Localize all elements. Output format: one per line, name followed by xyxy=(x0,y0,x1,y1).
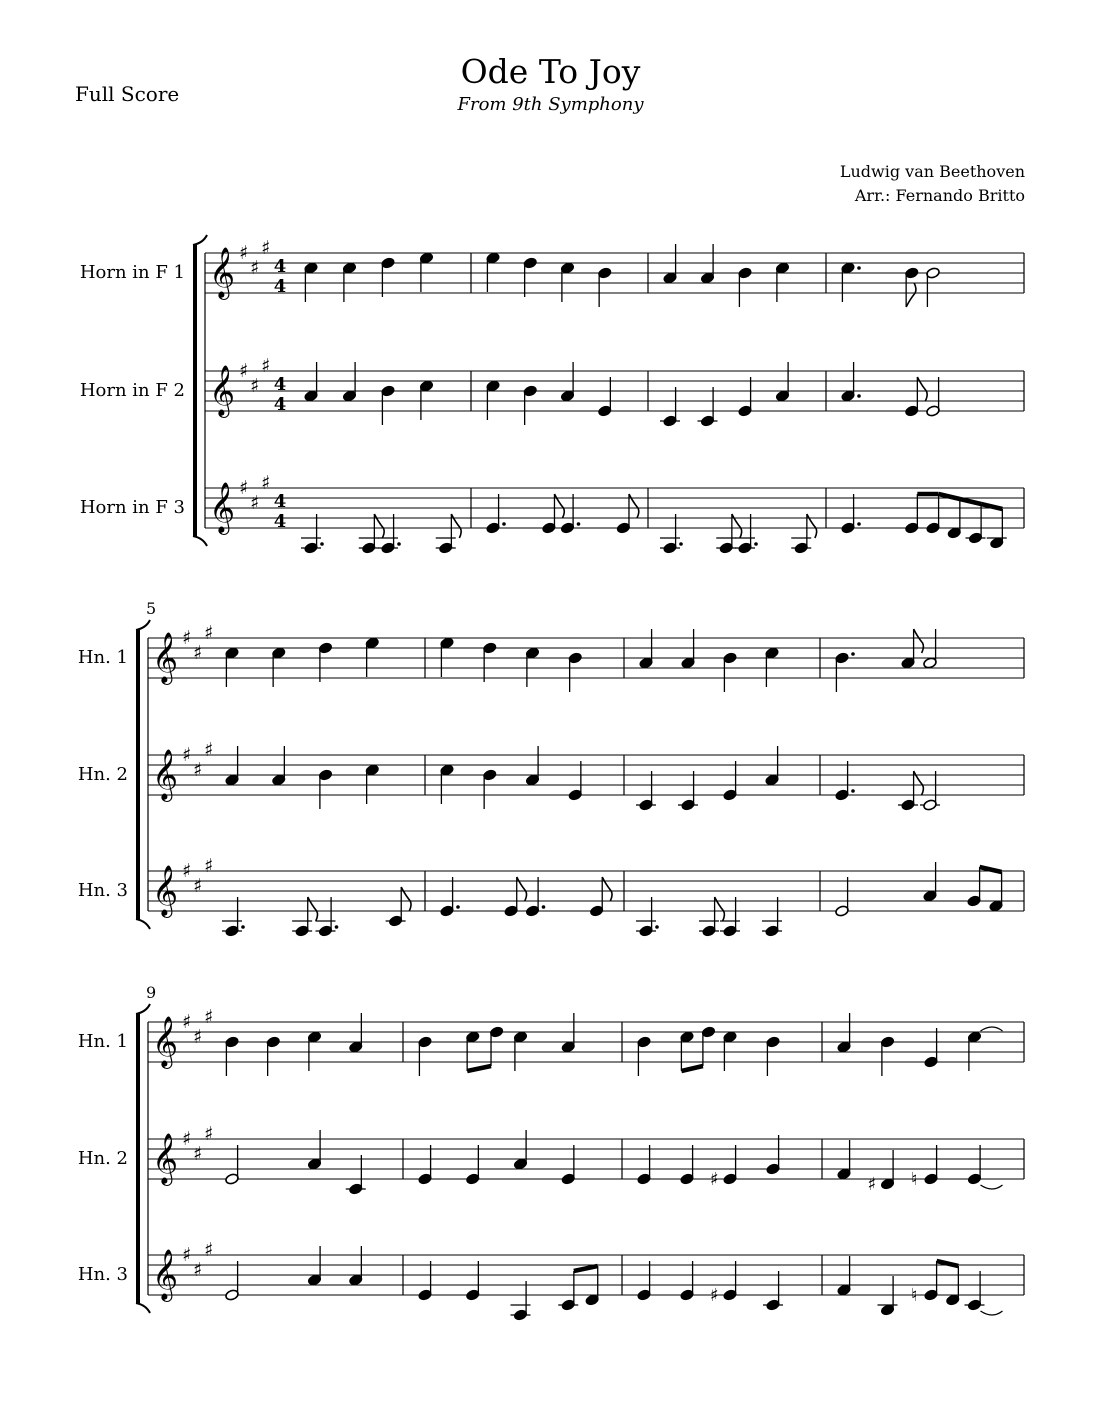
sharp-icon: ♯ xyxy=(261,237,271,259)
treble-clef-icon: 𝄞 xyxy=(152,632,179,683)
sharp-icon: ♯ xyxy=(193,1143,203,1165)
beam xyxy=(681,1066,703,1071)
dot xyxy=(754,542,758,546)
natural-icon: ♮ xyxy=(911,1169,918,1190)
system-bracket-hook xyxy=(193,536,207,546)
dot xyxy=(456,905,460,909)
system-bracket xyxy=(193,245,197,536)
treble-clef-icon: 𝄞 xyxy=(152,1133,179,1184)
dot xyxy=(397,542,401,546)
measure-number: 5 xyxy=(146,599,157,618)
eighth-flag xyxy=(914,629,924,653)
time-signature-bottom: 4 xyxy=(273,511,287,532)
time-signature-top: 4 xyxy=(273,491,287,512)
beam xyxy=(467,1066,491,1071)
score-subtitle: From 9th Symphony xyxy=(457,94,644,115)
sharp-icon: ♯ xyxy=(204,622,214,644)
dot xyxy=(320,542,324,546)
sharp-icon: ♯ xyxy=(710,1169,719,1190)
treble-clef-icon: 𝄞 xyxy=(209,365,236,416)
dot xyxy=(857,522,861,526)
sharp-icon: ♯ xyxy=(250,375,260,397)
sharp-icon: ♯ xyxy=(867,1174,877,1195)
sharp-icon: ♯ xyxy=(182,860,192,882)
treble-clef-icon: 𝄞 xyxy=(152,1016,179,1067)
staff-label-horn-1: Hn. 1 xyxy=(77,1031,128,1052)
time-signature-bottom: 4 xyxy=(273,276,287,297)
beam xyxy=(574,1266,598,1271)
dot xyxy=(542,905,546,909)
sharp-icon: ♯ xyxy=(239,242,249,264)
system-bracket-hook xyxy=(136,1303,150,1313)
sharp-icon: ♯ xyxy=(193,759,203,781)
arranger-credit: Arr.: Fernando Britto xyxy=(854,186,1025,205)
composer-credit: Ludwig van Beethoven xyxy=(839,162,1025,181)
staff-label-horn-1: Hn. 1 xyxy=(77,647,128,668)
sharp-icon: ♯ xyxy=(204,1123,214,1145)
treble-clef-icon: 𝄞 xyxy=(152,1249,179,1300)
system-bracket-hook xyxy=(193,235,207,245)
sharp-icon: ♯ xyxy=(204,855,214,877)
treble-clef-icon: 𝄞 xyxy=(152,749,179,800)
score-title: Ode To Joy xyxy=(460,52,641,91)
natural-icon: ♮ xyxy=(911,1285,918,1306)
system-bracket-hook xyxy=(136,620,150,630)
time-signature-top: 4 xyxy=(273,256,287,277)
sharp-icon: ♯ xyxy=(193,1259,203,1281)
sharp-icon: ♯ xyxy=(204,1239,214,1261)
sharp-icon: ♯ xyxy=(193,642,203,664)
sharp-icon: ♯ xyxy=(250,257,260,279)
tie xyxy=(981,1185,1003,1189)
sharp-icon: ♯ xyxy=(182,627,192,649)
time-signature-top: 4 xyxy=(273,374,287,395)
staff-label-horn-2: Horn in F 2 xyxy=(79,380,185,401)
sharp-icon: ♯ xyxy=(204,739,214,761)
sharp-icon: ♯ xyxy=(261,355,271,377)
tie xyxy=(981,1027,1003,1031)
dot xyxy=(577,522,581,526)
sharp-icon: ♯ xyxy=(261,472,271,494)
sharp-icon: ♯ xyxy=(710,1285,719,1306)
dot xyxy=(241,925,245,929)
sharp-icon: ♯ xyxy=(250,492,260,514)
full-score-label: Full Score xyxy=(75,82,180,106)
treble-clef-icon: 𝄞 xyxy=(209,247,236,298)
dot xyxy=(335,925,339,929)
staff-label-horn-2: Hn. 2 xyxy=(77,764,128,785)
dot xyxy=(679,542,683,546)
eighth-flag xyxy=(906,283,916,307)
system-bracket xyxy=(136,630,140,919)
treble-clef-icon: 𝄞 xyxy=(209,482,236,533)
time-signature-bottom: 4 xyxy=(273,394,287,415)
sharp-icon: ♯ xyxy=(182,1011,192,1033)
sharp-icon: ♯ xyxy=(193,1026,203,1048)
dot xyxy=(857,394,861,398)
staff-label-horn-3: Horn in F 3 xyxy=(79,497,185,518)
tie xyxy=(981,1311,1003,1315)
system-bracket xyxy=(136,1014,140,1303)
measure-number: 9 xyxy=(146,983,157,1002)
dot xyxy=(851,652,855,656)
sharp-icon: ♯ xyxy=(193,875,203,897)
staff-label-horn-1: Horn in F 1 xyxy=(79,262,185,283)
dot xyxy=(655,925,659,929)
sharp-icon: ♯ xyxy=(182,1244,192,1266)
system-bracket-hook xyxy=(136,919,150,929)
sharp-icon: ♯ xyxy=(182,1128,192,1150)
sharp-icon: ♯ xyxy=(182,744,192,766)
staff-label-horn-3: Hn. 3 xyxy=(77,1264,128,1285)
dot xyxy=(857,266,861,270)
staff-label-horn-3: Hn. 3 xyxy=(77,880,128,901)
system-bracket-hook xyxy=(136,1004,150,1014)
sharp-icon: ♯ xyxy=(239,360,249,382)
staff-label-horn-2: Hn. 2 xyxy=(77,1148,128,1169)
beam xyxy=(960,499,981,504)
sharp-icon: ♯ xyxy=(239,477,249,499)
treble-clef-icon: 𝄞 xyxy=(152,865,179,916)
dot xyxy=(502,522,506,526)
dot xyxy=(851,789,855,793)
sharp-icon: ♯ xyxy=(204,1006,214,1028)
